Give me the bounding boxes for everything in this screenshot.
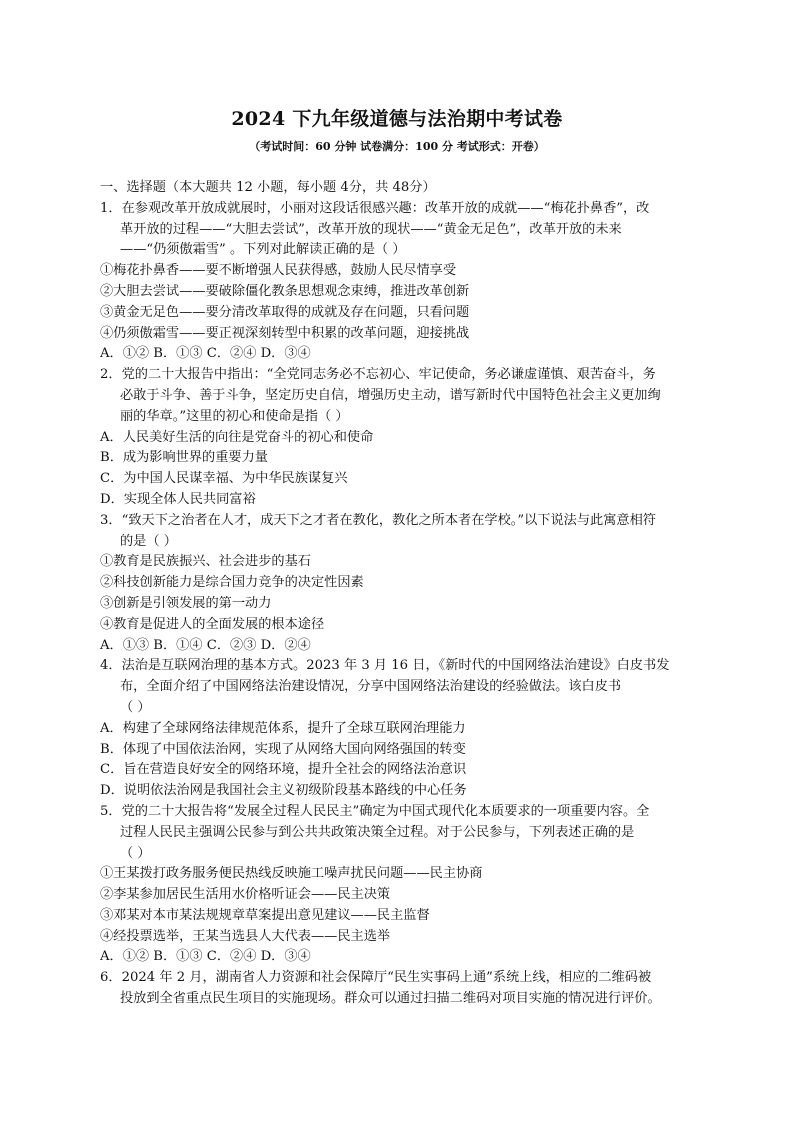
question-stem-line: （ ） <box>120 845 151 861</box>
question-stem-line: 5．党的二十大报告将“发展全过程人民民主”确定为中国式现代化本质要求的一项重要内容。全 <box>100 803 650 819</box>
question-stem-line: （ ） <box>120 699 151 715</box>
question-option-line: ③邓某对本市某法规规章草案提出意见建议——民主监督 <box>100 907 430 923</box>
question-stem-line: 的是（ ） <box>120 533 177 549</box>
question-option-line: C．旨在营造良好安全的网络环境，提升全社会的网络法治意识 <box>100 762 467 778</box>
question-option-line: A．人民美好生活的向往是党奋斗的初心和使命 <box>100 429 374 445</box>
question-option-line: ④教育是促进人的全面发展的根本途径 <box>100 616 325 632</box>
question-option-line: D．说明依法治网是我国社会主义初级阶段基本路线的中心任务 <box>100 783 467 799</box>
question-option-line: A．①② B．①③ C．②④ D．③④ <box>100 346 311 362</box>
question-option-line: A．构建了全球网络法律规范体系，提升了全球互联网治理能力 <box>100 720 466 736</box>
question-stem-line: ——“仍须傲霜雪” 。下列对此解读正确的是（ ） <box>120 242 406 258</box>
question-stem-line: 必敢于斗争、善于斗争，坚定历史自信，增强历史主动，谱写新时代中国特色社会主义更加绚 <box>120 387 661 403</box>
question-option-line: ①梅花扑鼻香——要不断增强人民获得感，鼓励人民尽情享受 <box>100 263 457 279</box>
question-option-line: B．成为影响世界的重要力量 <box>100 450 268 466</box>
question-option-line: ③创新是引领发展的第一动力 <box>100 595 272 611</box>
question-stem-line: 丽的华章。”这里的初心和使命是指（ ） <box>120 408 349 424</box>
question-1 <box>100 199 712 365</box>
exam-body <box>100 178 712 1010</box>
exam-title: 2024 下九年级道德与法治期中考试卷 <box>231 108 563 130</box>
question-option-line: ④经投票选举，王某当选县人大代表——民主选举 <box>100 928 391 944</box>
question-3 <box>100 511 712 657</box>
question-option-line: A．①② B．①③ C．②④ D．③④ <box>100 949 311 965</box>
question-stem-line: 布，全面介绍了中国网络法治建设情况，分享中国网络法治建设的经验做法。该白皮书 <box>120 679 622 695</box>
question-option-line: D．实现全体人民共同富裕 <box>100 491 256 507</box>
question-list <box>100 199 712 1010</box>
question-5 <box>100 802 712 968</box>
question-stem-line: 4．法治是互联网治理的基本方式。2023 年 3 月 16 日，《新时代的中国网络法治建设》白皮书发 <box>100 658 670 674</box>
question-option-line: ②李某参加居民生活用水价格听证会——民主决策 <box>100 887 391 903</box>
question-4 <box>100 656 712 802</box>
question-stem-line: 6．2024 年 2 月，湖南省人力资源和社会保障厅“民生实事码上通”系统上线，相应的二维码被 <box>100 970 652 986</box>
question-stem-line: 革开放的过程——“大胆去尝试”，改革开放的现状——“黄金无足色”，改革开放的未来 <box>120 221 622 237</box>
question-stem-line: 过程人民民主强调公民参与到公共共政策决策全过程。对于公民参与，下列表述正确的是 <box>120 824 635 840</box>
question-option-line: ④仍须傲霜雪——要正视深刻转型中积累的改革问题，迎接挑战 <box>100 325 470 341</box>
section-heading: 一、选择题（本大题共 12 小题，每小题 4分，共 48分） <box>100 180 436 195</box>
question-option-line: B．体现了中国依法治网，实现了从网络大国向网络强国的转变 <box>100 741 466 757</box>
question-option-line: A．①③ B．①④ C．②③ D．②④ <box>100 637 311 653</box>
exam-subtitle: （考试时间：60 分钟 试卷满分：100 分 考试形式：开卷） <box>249 140 545 153</box>
question-stem-line: 3．“致天下之治者在人才，成天下之才者在教化，教化之所本者在学校。”以下说法与此寓意相符 <box>100 512 656 528</box>
question-option-line: ②科技创新能力是综合国力竞争的决定性因素 <box>100 575 364 591</box>
question-stem-line: 投放到全省重点民生项目的实施现场。群众可以通过扫描二维码对项目实施的情况进行评价。 <box>120 991 661 1007</box>
question-2 <box>100 365 712 511</box>
question-option-line: ①教育是民族振兴、社会进步的基石 <box>100 554 311 570</box>
question-stem-line: 1．在参观改革开放成就展时，小丽对这段话很感兴趣：改革开放的成就——“梅花扑鼻香”，改 <box>100 200 650 216</box>
question-6 <box>100 968 712 1010</box>
question-stem-line: 2．党的二十大报告中指出：“全党同志务必不忘初心、牢记使命，务必谦虚谨慎、艰苦奋斗，务 <box>100 367 656 383</box>
question-option-line: C．为中国人民谋幸福、为中华民族谋复兴 <box>100 471 348 487</box>
question-option-line: ②大胆去尝试——要破除僵化教条思想观念束缚，推进改革创新 <box>100 283 470 299</box>
question-option-line: ③黄金无足色——要分清改革取得的成就及存在问题，只看问题 <box>100 304 470 320</box>
question-option-line: ①王某拨打政务服务便民热线反映施工噪声扰民问题——民主协商 <box>100 866 483 882</box>
